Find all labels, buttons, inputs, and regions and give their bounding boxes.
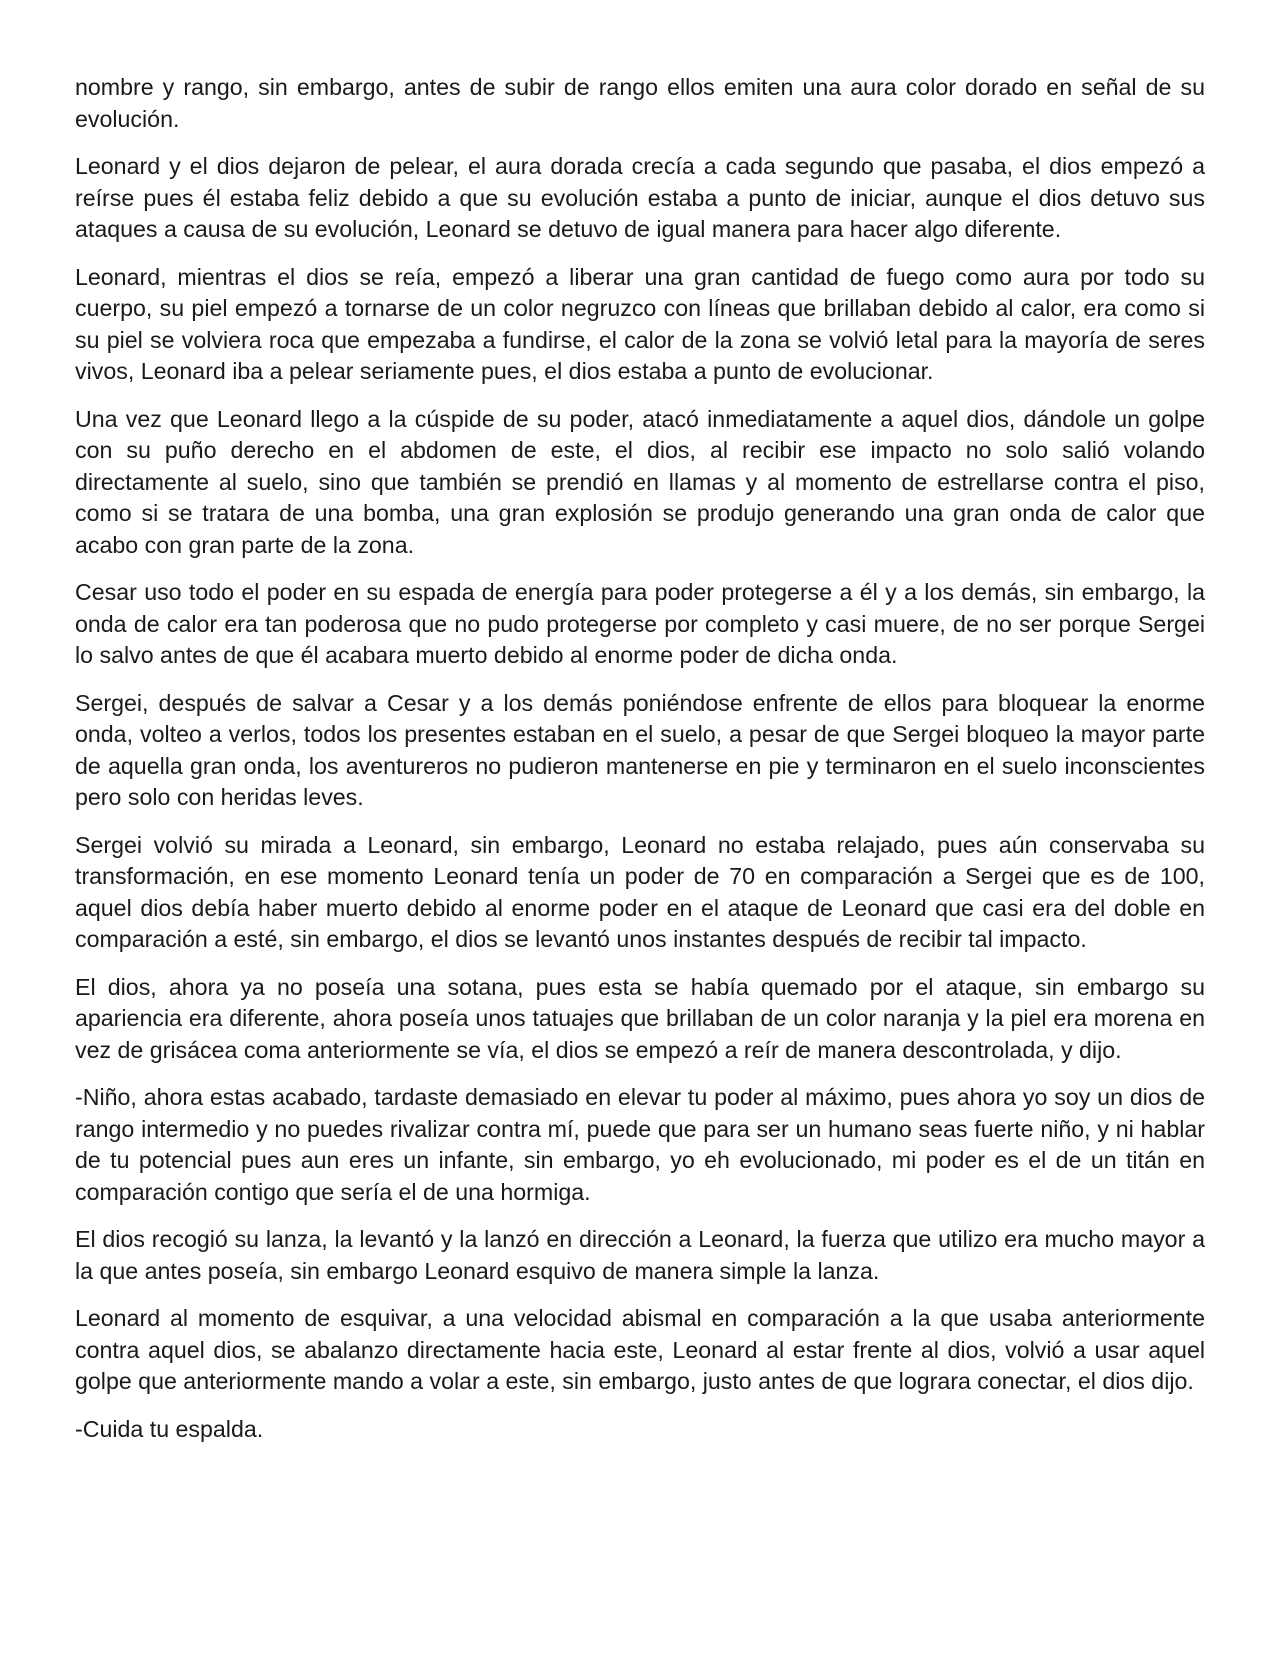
paragraph: Sergei, después de salvar a Cesar y a los demás poniéndose enfrente de ellos para bloquear la enorme onda, volteo a verlos, todos los presentes estaban en el suelo, a pesar de que Sergei bloqueo la mayor parte de aquella gran onda, los aventureros no pudieron mantenerse en pie y terminaron en el suelo inconscientes pero solo con heridas leves. — [75, 689, 1205, 810]
paragraph: El dios, ahora ya no poseía una sotana, pues esta se había quemado por el ataque, sin embargo su apariencia era diferente, ahora poseía unos tatuajes que brillaban de un color naranja y la piel era morena en vez de grisácea coma anteriormente se vía, el dios se empezó a reír de manera descontrolada, y dijo. — [75, 973, 1205, 1063]
paragraph: El dios recogió su lanza, la levantó y la lanzó en dirección a Leonard, la fuerza que utilizo era mucho mayor a la que antes poseía, sin embargo Leonard esquivo de manera simple la lanza. — [75, 1226, 1205, 1284]
paragraph: Una vez que Leonard llego a la cúspide de su poder, atacó inmediatamente a aquel dios, dándole un golpe con su puño derecho en el abdomen de este, el dios, al recibir ese impacto no solo salió volando directamente al suelo, sino que también se prendió en llamas y al momento de estrellarse contra el piso, como si se tratara de una bomba, una gran explosión se produjo generando una gran onda de calor que acabo con gran parte de la zona. — [75, 405, 1205, 558]
paragraph: Sergei volvió su mirada a Leonard, sin embargo, Leonard no estaba relajado, pues aún conservaba su transformación, en ese momento Leonard tenía un poder de 70 en comparación a Sergei que es de 100, aquel dios debía haber muerto debido al enorme poder en el ataque de Leonard que casi era del doble en comparación a esté, sin embargo, el dios se levantó unos instantes después de recibir tal impacto. — [75, 831, 1205, 952]
paragraph: Leonard, mientras el dios se reía, empezó a liberar una gran cantidad de fuego como aura por todo su cuerpo, su piel empezó a tornarse de un color negruzco con líneas que brillaban debido al calor, era como si su piel se volviera roca que empezaba a fundirse, el calor de la zona se volvió letal para la mayoría de seres vivos, Leonard iba a pelear seriamente pues, el dios estaba a punto de evolucionar. — [75, 263, 1205, 384]
paragraph: -Cuida tu espalda. — [75, 1415, 264, 1442]
paragraph: Cesar uso todo el poder en su espada de energía para poder protegerse a él y a los demás, sin embargo, la onda de calor era tan poderosa que no pudo protegerse por completo y casi muere, de no ser porque Sergei lo salvo antes de que él acabara muerto debido al enorme poder de dicha onda. — [75, 579, 1205, 668]
paragraph: Leonard al momento de esquivar, a una velocidad abismal en comparación a la que usaba anteriormente contra aquel dios, se abalanzo directamente hacia este, Leonard al estar frente al dios, volvió a usar aquel golpe que anteriormente mando a volar a este, sin embargo, justo antes de que lograra conectar, el dios dijo. — [75, 1305, 1205, 1394]
paragraph: nombre y rango, sin embargo, antes de subir de rango ellos emiten una aura color dorado en señal de su evolución. — [75, 74, 1205, 132]
paragraph: Leonard y el dios dejaron de pelear, el aura dorada crecía a cada segundo que pasaba, el dios empezó a reírse pues él estaba feliz debido a que su evolución estaba a punto de iniciar, aunque el dios detuvo sus ataques a causa de su evolución, Leonard se detuvo de igual manera para hacer algo diferente. — [75, 153, 1205, 242]
document-page — [75, 72, 1205, 1461]
paragraph: -Niño, ahora estas acabado, tardaste demasiado en elevar tu poder al máximo, pues ahora yo soy un dios de rango intermedio y no puedes rivalizar contra mí, puede que para ser un humano seas fuerte niño, y ni hablar de tu potencial pues aun eres un infante, sin embargo, yo eh evolucionado, mi poder es el de un titán en comparación contigo que sería el de una hormiga. — [75, 1084, 1205, 1205]
